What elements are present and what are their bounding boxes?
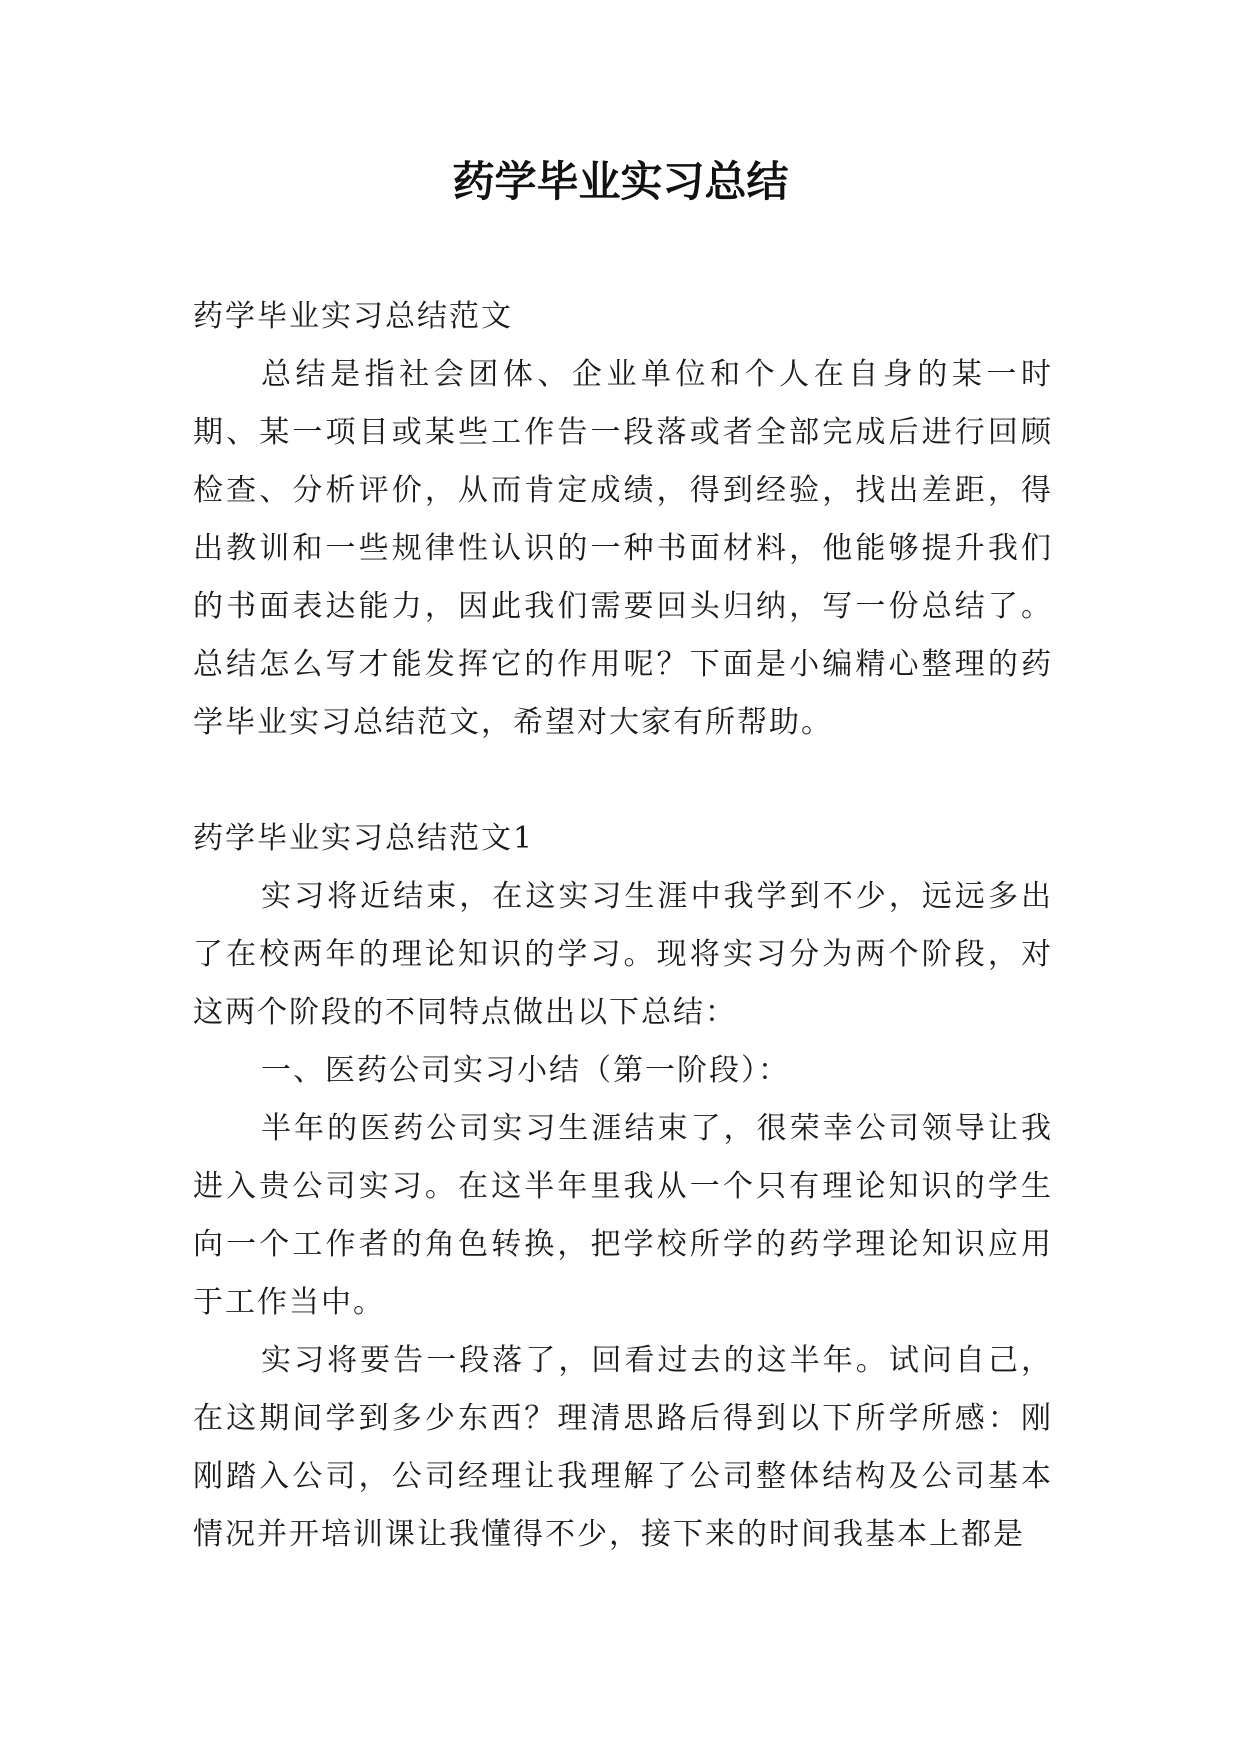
- body-paragraph: 半年的医药公司实习生涯结束了，很荣幸公司领导让我进入贵公司实习。在这半年里我从一个只有理论知识的学生向一个工作者的角色转换，把学校所学的药学理论知识应用于工作当中。: [193, 1111, 1053, 1320]
- section-heading: 药学毕业实习总结范文: [193, 299, 513, 334]
- paragraph-gap: [193, 752, 1053, 810]
- section-heading: 药学毕业实习总结范文1: [193, 821, 535, 856]
- document-title: 药学毕业实习总结: [452, 157, 789, 206]
- intro-paragraph: 总结是指社会团体、企业单位和个人在自身的某一时期、某一项目或某些工作告一段落或者全部完成后进行回顾检查、分析评价，从而肯定成绩，得到经验，找出差距，得出教训和一些规律性认识的一种书面材料，他能够提升我们的书面表达能力，因此我们需要回头归纳，写一份总结了。总结怎么写才能发挥它的作用呢？下面是小编精心整理的药学毕业实习总结范文，希望对大家有所帮助。: [193, 357, 1053, 740]
- document-body: [193, 288, 1053, 1564]
- body-paragraph: 实习将要告一段落了，回看过去的这半年。试问自己，在这期间学到多少东西？理清思路后得到以下所学所感：刚刚踏入公司，公司经理让我理解了公司整体结构及公司基本情况并开培训课让我懂得不少，接下来的时间我基本上都是: [193, 1343, 1053, 1552]
- subheading-paragraph: 一、医药公司实习小结（第一阶段）：: [261, 1053, 790, 1088]
- body-paragraph: 实习将近结束，在这实习生涯中我学到不少，远远多出了在校两年的理论知识的学习。现将实习分为两个阶段，对这两个阶段的不同特点做出以下总结：: [193, 879, 1053, 1030]
